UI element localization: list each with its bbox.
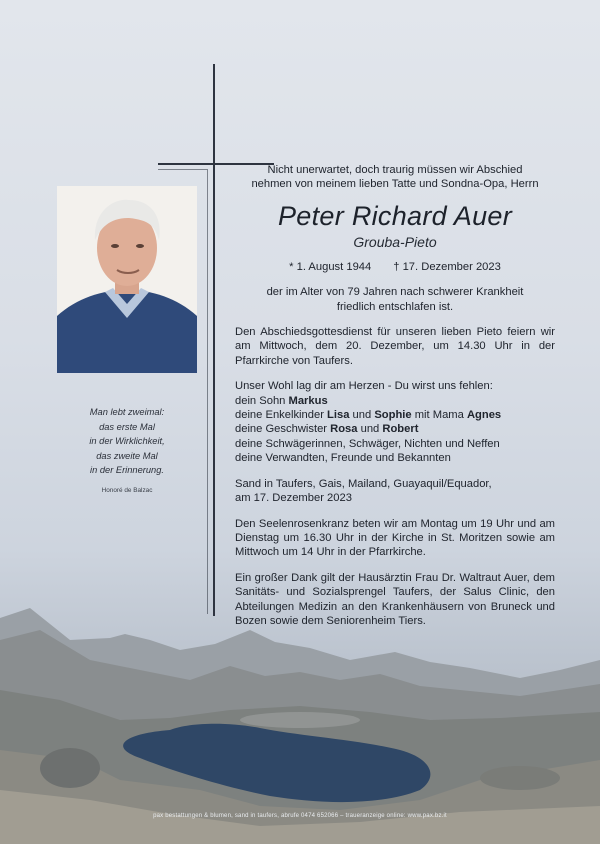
passing-line: friedlich entschlafen ist. bbox=[336, 300, 454, 313]
quote-block bbox=[57, 405, 197, 499]
mourner-son: dein Sohn Markus bbox=[235, 394, 328, 407]
quote-line: das zweite Mal bbox=[96, 450, 158, 461]
rosary-paragraph: Den Seelenrosenkranz beten wir am Montag um 19 Uhr und am Dienstag um 16.30 Uhr in der Kirche in St. Moritzen sowie am Mittwoch um 14 Uhr in der Pfarrkirche. bbox=[235, 517, 555, 559]
passing-text bbox=[235, 285, 555, 314]
life-dates bbox=[235, 260, 555, 274]
intro-line: nehmen von meinem lieben Tatte und Sondna-Opa, Herrn bbox=[251, 178, 539, 191]
quote-line: in der Wirklichkeit, bbox=[89, 436, 165, 447]
birth-date: * 1. August 1944 bbox=[289, 260, 372, 273]
intro-line: Nicht unerwartet, doch traurig müssen wir Abschied bbox=[267, 164, 523, 176]
quote-line: in der Erinnerung. bbox=[90, 465, 164, 476]
mourner-inlaws: deine Schwägerinnen, Schwäger, Nichten und Neffen bbox=[235, 437, 500, 450]
quote-line: das erste Mal bbox=[99, 421, 155, 432]
cross-vertical-line bbox=[213, 64, 215, 616]
service-paragraph: Den Abschiedsgottesdienst für unseren lieben Pieto feiern wir am Mittwoch, dem 20. Dezember, um 14.30 Uhr in der Pfarrkirche von Taufers. bbox=[235, 326, 555, 367]
obituary-text bbox=[235, 163, 555, 628]
footer-credits: pax bestattungen & blumen, sand in taufers, abrufe 0474 652066 – traueranzeige online: www.pax.bz.it bbox=[153, 813, 447, 819]
cross-inner-horizontal-line bbox=[158, 169, 208, 170]
place-date bbox=[235, 477, 555, 506]
mountain-lake-landscape bbox=[0, 600, 600, 844]
mourner-relatives: deine Verwandten, Freunde und Bekannten bbox=[235, 452, 451, 465]
place-line: Sand in Taufers, Gais, Mailand, Guayaquil/Equador, bbox=[235, 477, 492, 490]
deceased-nickname: Grouba-Pieto bbox=[353, 233, 437, 250]
quote-line: Man lebt zweimal: bbox=[89, 407, 165, 417]
quote-author: Honoré de Balzac bbox=[101, 486, 153, 494]
cross-inner-vertical-line bbox=[207, 170, 208, 614]
date-line: am 17. Dezember 2023 bbox=[235, 492, 352, 505]
thanks-paragraph: Ein großer Dank gilt der Hausärztin Frau Dr. Waltraut Auer, dem Sanitäts- und Sozialsprengel Taufers, der Salus Clinic, den Abteilungen Medizin an den Krankenhäusern von Bruneck und Bozen sowie dem Seniorenheim Tiers. bbox=[235, 571, 555, 627]
mourner-grandchildren: deine Enkelkinder Lisa und Sophie mit Mama Agnes bbox=[235, 409, 502, 422]
passing-line: der im Alter von 79 Jahren nach schwerer Krankheit bbox=[266, 286, 524, 299]
mourner-siblings: deine Geschwister Rosa und Robert bbox=[235, 423, 419, 436]
mourners-list bbox=[235, 379, 555, 465]
portrait-photo bbox=[57, 186, 197, 373]
mourners-intro: Unser Wohl lag dir am Herzen - Du wirst uns fehlen: bbox=[235, 380, 493, 393]
deceased-name: Peter Richard Auer bbox=[277, 200, 512, 231]
death-date: † 17. Dezember 2023 bbox=[393, 260, 501, 273]
